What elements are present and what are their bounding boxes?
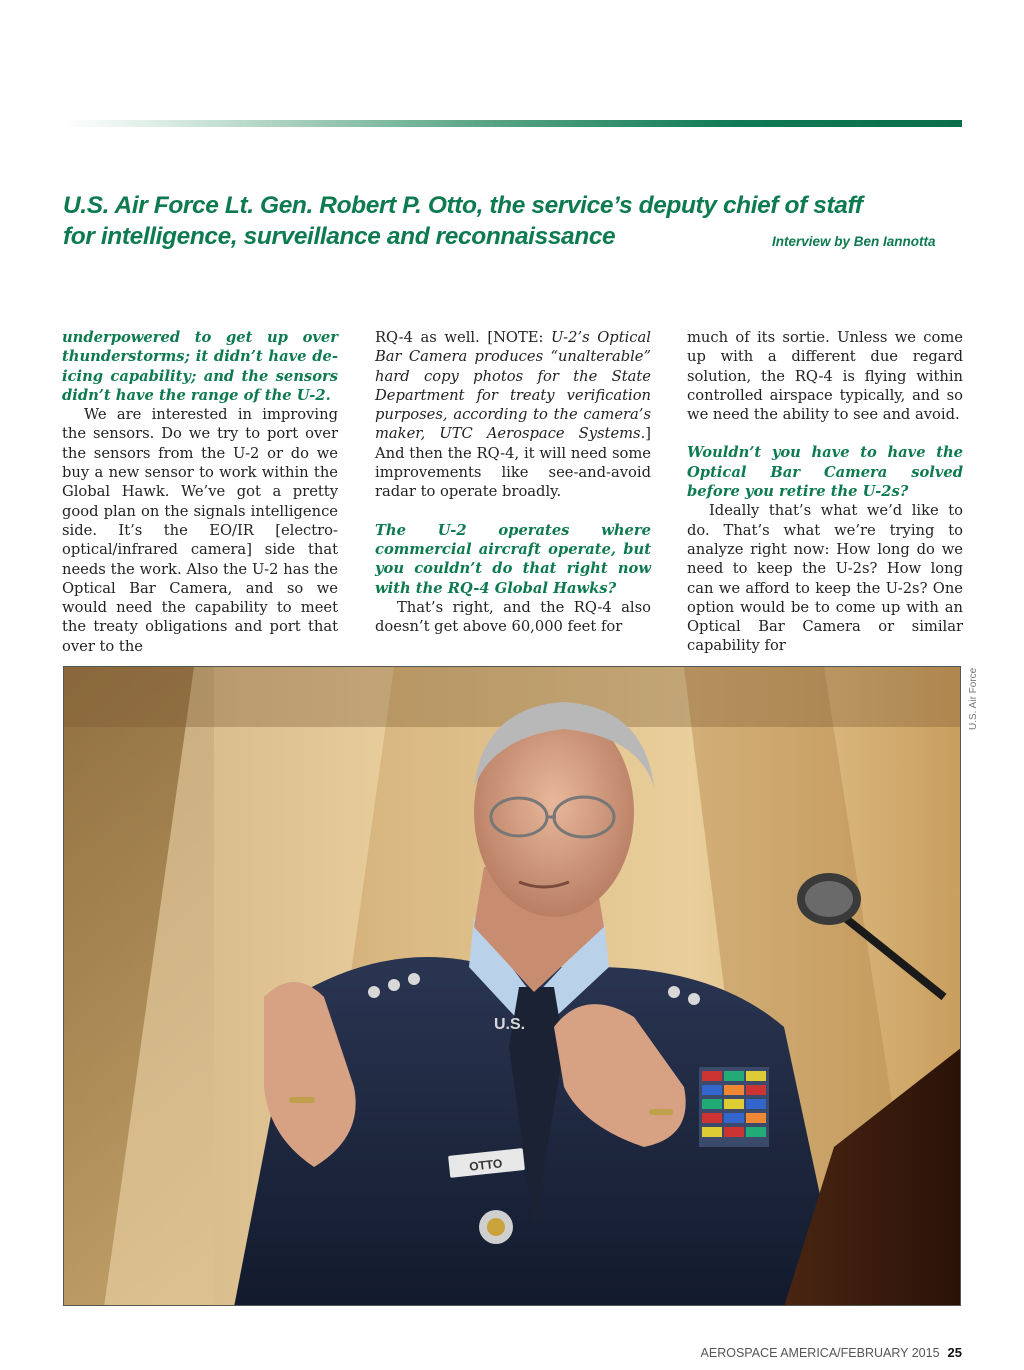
page-number: 25	[947, 1345, 962, 1360]
publication-name: AEROSPACE AMERICA/FEBRUARY 2015	[700, 1346, 940, 1360]
portrait-photo	[63, 666, 961, 1306]
answer-paragraph: We are interested in improving the sensors. Do we try to port over the sensors from the U-2 or do we buy a new sensor to work within the Global Hawk. We’ve got a pretty good plan on the signals intelligence side. It’s the EO/IR [electro-optical/infrared camera] side that needs the work. Also the U-2 has the Optical Bar Camera, and so we would need the capability to meet the treaty obligations and port that over to the	[62, 406, 338, 655]
question-text: The U-2 operates where commercial aircraft operate, but you couldn’t do that right now with the RQ-4 Global Hawks?	[375, 521, 651, 597]
question-text: Wouldn’t you have to have the Optical Bar Camera solved before you retire the U-2s?	[687, 444, 963, 501]
column-3	[687, 328, 963, 656]
answer-paragraph: Ideally that’s what we’d like to do. That’s what we’re trying to analyze right now: How long do we need to keep the U-2s? How long can we afford to keep the U-2s? One option would be to come up with an Optical Bar Camera or similar capability for	[687, 502, 963, 655]
headline-line-2: for intelligence, surveillance and reconnaissance	[63, 223, 616, 250]
name-tag: OTTO	[468, 1156, 503, 1174]
paragraph-text: RQ-4 as well. [NOTE:	[375, 329, 552, 346]
ribbon-rack	[699, 1067, 769, 1147]
answer-paragraph: That’s right, and the RQ-4 also doesn’t get above 60,000 feet for	[375, 598, 651, 636]
page-footer	[701, 1345, 962, 1360]
column-1	[62, 328, 338, 656]
photo-credit: U.S. Air Force	[968, 667, 979, 730]
photo-illustration	[64, 667, 961, 1306]
column-2	[375, 328, 651, 636]
headline-line-1: U.S. Air Force Lt. Gen. Robert P. Otto, the service’s deputy chief of staff	[63, 192, 863, 219]
header-rule	[62, 120, 962, 127]
paragraph-text: ] And then the RQ-4, it will need some improvements like see-and-avoid radar to operate broadly.	[375, 425, 651, 501]
lapel-insignia: U.S.	[494, 1016, 526, 1033]
answer-paragraph	[375, 328, 651, 502]
question-text: underpowered to get up over thunderstorms; it didn’t have de-icing capability; and the sensors didn’t have the range of the U-2.	[62, 329, 338, 404]
article-headline	[63, 190, 863, 252]
byline: Interview by Ben Iannotta	[772, 234, 936, 249]
editor-note: U-2’s Optical Bar Camera produces “unalterable” hard copy photos for the State Department for treaty verification purposes, according to the camera’s maker, UTC Aerospace Systems.	[375, 329, 651, 443]
answer-paragraph: much of its sortie. Unless we come up with a different due regard solution, the RQ-4 is flying within controlled airspace typically, and so we need the ability to see and avoid.	[687, 329, 963, 424]
